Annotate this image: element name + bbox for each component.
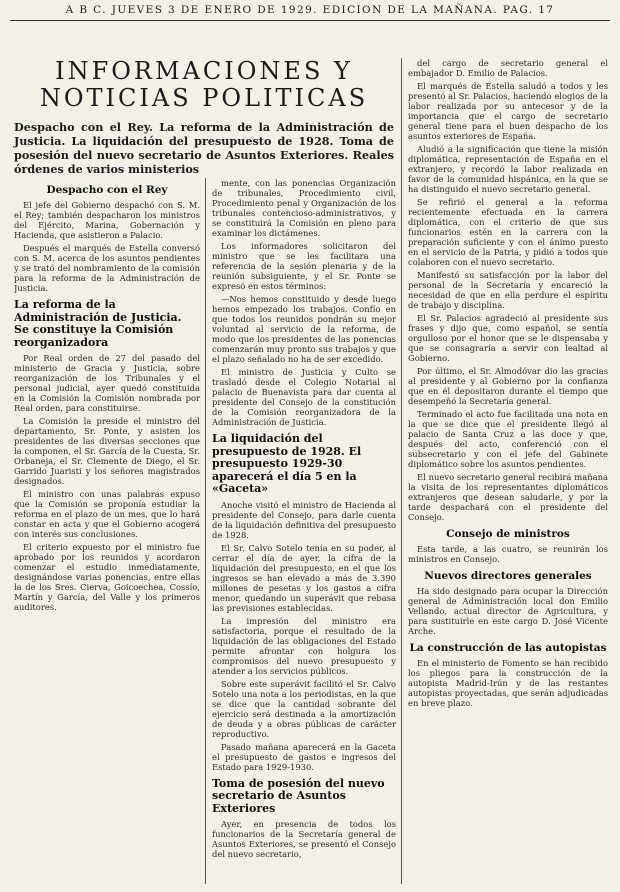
paragraph: Por Real orden de 27 del pasado del ministerio de Gracia y Justicia, sobre reorganización de los Tribunales y el personal judicial, ayer quedó constituida en la Comisión la Comisión nombrada por Real orden, para constituirse. — [14, 353, 200, 413]
paragraph: El ministro con unas palabras expuso que la Comisión se proponía estudiar la reforma en el plazo de un mes, que lo hará constar en acta y que el Gobierno acogerá con interés sus conclusiones. — [14, 489, 200, 539]
paragraph: del cargo de secretario general el embajador D. Emilio de Palacios. — [408, 58, 608, 78]
paragraph: Por último, el Sr. Almodóvar dio las gracias al presidente y al Gobierno por la confianza que en él depositaron durante el tiempo que desempeñó la Secretaría general. — [408, 366, 608, 406]
column-2 — [212, 178, 396, 884]
paragraph: El Sr. Calvo Sotelo tenía en su poder, al cerrar el día de ayer, la cifra de la liquidación del presupuesto, en el que los ingresos se han elevado a más de 3.390 millones de pesetas y los gastos a cifra menor, quedando un superávit que rebasa las previsiones establecidas. — [212, 542, 396, 613]
paragraph: La impresión del ministro era satisfactoria, porque el resultado de la liquidación de las obligaciones del Estado permite afrontar con holgura los compromisos del nuevo presupuesto y atender a los servicios públicos. — [212, 615, 396, 676]
paragraph: Ayer, en presencia de todos los funcionarios de la Secretaría general de Asuntos Exteriores, se presentó el Consejo del nuevo secretario, — [212, 819, 396, 859]
paragraph: Los informadores solicitaron del ministro que se les facilitara una referencia de la sesión plenaria y de la reunión subsiguiente, y el Sr. Ponte se expresó en estos términos: — [212, 241, 396, 291]
paragraph: El marqués de Estella saludó a todos y les presentó al Sr. Palacios, haciendo elogios de la labor realizada por su antecesor y de la importancia que el cargo de secretario general tiene para el buen despacho de los asuntos exteriores de España. — [408, 81, 608, 141]
section-subhead: Despacho con el Rey. La reforma de la Administración de Justicia. La liquidación del presupuesto de 1928. Toma de posesión del nuevo secretario de Asuntos Exteriores. Reales órdenes de varios ministerios — [14, 120, 394, 176]
column-1 — [14, 178, 200, 884]
heading-despacho: Despacho con el Rey — [46, 184, 168, 196]
page-header: A B C. JUEVES 3 DE ENERO DE 1929. EDICION DE LA MAÑANA. PAG. 17 — [10, 2, 610, 21]
paragraph: La Comisión la preside el ministro del departamento, Sr. Ponte, y asisten los presidentes de las diversas secciones que la componen, el Sr. García de la Cuesta, Sr. Orbaneja, el Sr. Clemente de Diego, el Sr. Garrido Juaristi y los señores magistrados designados. — [14, 416, 200, 486]
column-3 — [408, 58, 608, 884]
heading-consejo: Consejo de ministros — [446, 528, 570, 540]
paragraph: Ha sido designado para ocupar la Dirección general de Administración local don Emilio Vellando, actual director de Agricultura, y para sustituirle en este cargo D. José Vicente Arche. — [408, 586, 608, 636]
paragraph: Se refirió el general a la reforma recientemente efectuada en la carrera diplomática, con el criterio de que sus funcionarios estén en la carrera con la preparación suficiente y con el ánimo puesto en el servicio de la Patria, y pidió a todos que colaboren con el nuevo secretario. — [408, 197, 608, 267]
paragraph: Esta tarde, a las cuatro, se reunirán los ministros en Consejo. — [408, 544, 608, 564]
page-title: INFORMACIONES Y NOTICIAS POLITICAS — [39, 57, 369, 112]
paragraph: En el ministerio de Fomento se han recibido los pliegos para la construcción de la autopista Madrid-Irún y de las restantes autopistas proyectadas, que serán adjudicadas en breve plazo. — [408, 658, 608, 708]
paragraph: mente, con las ponencias Organización de tribunales, Procedimiento civil, Procedimiento penal y Organización de los tribunales contencioso-administrativos, y se constituirá la Comisión en pleno para examinar los dictámenes. — [212, 178, 396, 238]
paragraph: Después el marqués de Estella conversó con S. M. acerca de los asuntos pendientes y se trató del nombramiento de la comisión para la reforma de la Administración de Justicia. — [14, 243, 200, 293]
paragraph: Manifestó su satisfacción por la labor del personal de la Secretaría y encareció la necesidad de que en ella perdure el espíritu de trabajo y disciplina. — [408, 270, 608, 310]
paragraph: —Nos hemos constituido y desde luego hemos empezado los trabajos. Confío en que todos los reunidos pondrán su mejor voluntad al servicio de la reforma, de modo que los presidentes de las ponencias comenzarán muy pronto sus trabajos y que el plazo señalado no ha de ser excedido. — [212, 294, 396, 364]
heading-autopistas: La construcción de las autopistas — [409, 642, 607, 654]
paragraph: Aludió a la significación que tiene la misión diplomática, representación de España en el extranjero, y recordó la labor realizada en favor de la comunidad hispánica, en la que se ha distinguido el nuevo secretario general. — [408, 144, 608, 194]
paragraph: Terminado el acto fue facilitada una nota en la que se dice que el presidente llegó al palacio de Santa Cruz a las doce y que, después del acto, conferenció con el subsecretario y con el jefe del Gabinete diplomático sobre los asuntos pendientes. — [408, 409, 608, 469]
column-divider — [401, 58, 402, 884]
paragraph: El ministro de Justicia y Culto se trasladó desde el Colegio Notarial al palacio de Buenavista para dar cuenta al presidente del Consejo de la constitución de la Comisión reorganizadora de la Administración de Justicia. — [212, 367, 396, 427]
paragraph: Sobre este superávit facilitó el Sr. Calvo Sotelo una nota a los periodistas, en la que se dice que la cantidad sobrante del ejercicio será destinada a la amortización de deuda y a obras públicas de carácter reproductivo. — [212, 678, 396, 739]
heading-toma-posesion: Toma de posesión del nuevo secretario de Asuntos Exteriores — [212, 776, 385, 815]
paragraph: Pasado mañana aparecerá en la Gaceta el presupuesto de gastos e ingresos del Estado para 1929-1930. — [212, 741, 396, 772]
heading-directores: Nuevos directores generales — [424, 570, 592, 582]
heading-liquidacion: La liquidación del presupuesto de 1928. El presupuesto 1929-30 aparecerá el día 5 en la «Gaceta» — [212, 432, 362, 495]
paragraph: El nuevo secretario general recibirá mañana la visita de los representantes diplomáticos extranjeros que desean saludarle, y por la tarde despachará con el presidente del Consejo. — [408, 472, 608, 522]
column-divider — [205, 178, 206, 884]
paragraph: El Sr. Palacios agradeció al presidente sus frases y dijo que, como español, se sentía orgulloso por el honor que se le dispensaba y que se consagraría a servir con lealtad al Gobierno. — [408, 313, 608, 363]
paragraph: El jefe del Gobierno despachó con S. M. el Rey; también despacharon los ministros del Ejército, Marina, Gobernación y Hacienda, que asistieron a Palacio. — [14, 200, 200, 240]
paragraph: El criterio expuesto por el ministro fue aprobado por los reunidos y acordaron comenzar el estudio inmediatamente, designándose varias ponencias, entre ellas la de los Sres. Cierva, Goicoechea, Cossío, Martín y García, del Valle y los primeros auditores. — [14, 542, 200, 612]
paragraph: Anoche visitó el ministro de Hacienda al presidente del Consejo, para darle cuenta de la liquidación definitiva del presupuesto de 1928. — [212, 499, 396, 540]
heading-reforma: La reforma de la Administración de Justicia. Se constituye la Comisión reorganizadora — [14, 298, 182, 349]
